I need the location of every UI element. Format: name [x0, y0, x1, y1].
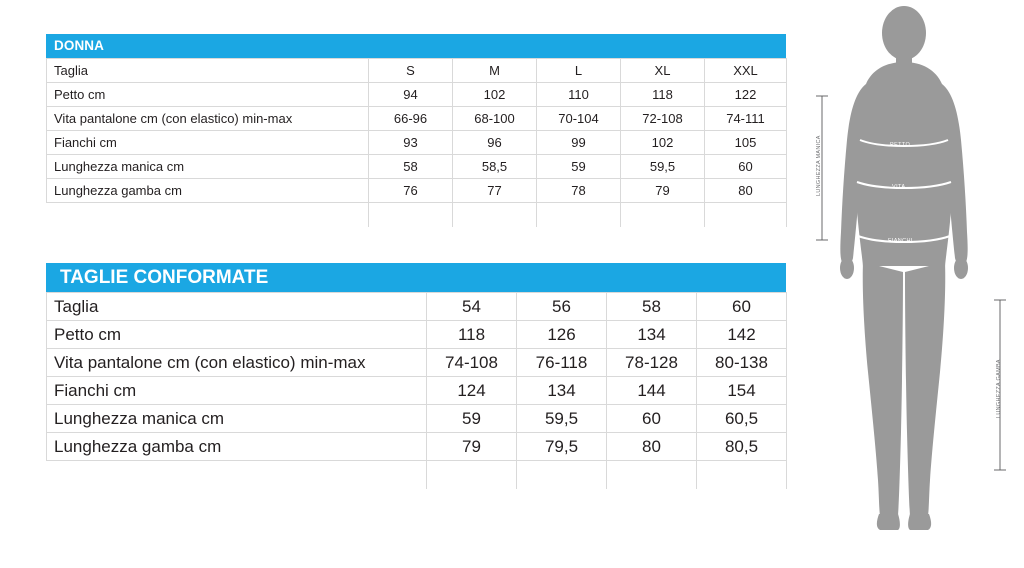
row-value: 94	[369, 83, 453, 107]
female-body-diagram	[800, 0, 1024, 568]
row-value: 134	[607, 321, 697, 349]
row-value: 110	[537, 83, 621, 107]
row-label: Petto cm	[47, 321, 427, 349]
row-value: 76	[369, 179, 453, 203]
row-value: 74-108	[427, 349, 517, 377]
body-label-vita: VITA	[892, 184, 906, 190]
table-row	[47, 321, 787, 349]
row-value: 93	[369, 131, 453, 155]
row-value: 58,5	[453, 155, 537, 179]
table-row	[47, 155, 787, 179]
body-label-petto: PETTO	[890, 142, 911, 148]
row-label: Fianchi cm	[47, 377, 427, 405]
row-value: 66-96	[369, 107, 453, 131]
table-title-conformate: TAGLIE CONFORMATE	[46, 263, 786, 292]
row-value: 80	[705, 179, 787, 203]
row-value: 56	[517, 293, 607, 321]
row-value: 124	[427, 377, 517, 405]
row-value: 134	[517, 377, 607, 405]
row-value: 54	[427, 293, 517, 321]
row-value: 122	[705, 83, 787, 107]
table-row	[47, 405, 787, 433]
row-value: 105	[705, 131, 787, 155]
row-value: 74-111	[705, 107, 787, 131]
row-value: 96	[453, 131, 537, 155]
size-table-donna	[46, 34, 786, 227]
row-value: 118	[427, 321, 517, 349]
row-value: 126	[517, 321, 607, 349]
row-value: 59,5	[621, 155, 705, 179]
row-value: L	[537, 59, 621, 83]
table-conformate-grid	[46, 292, 787, 489]
row-value: 59	[427, 405, 517, 433]
row-value: 79,5	[517, 433, 607, 461]
table-donna-grid	[46, 58, 787, 227]
row-value: 60	[705, 155, 787, 179]
row-value: 60	[697, 293, 787, 321]
row-value: 80-138	[697, 349, 787, 377]
dimension-label-lunghezza-manica: LUNGHEZZA MANICA	[816, 135, 822, 196]
row-label: Lunghezza manica cm	[47, 155, 369, 179]
size-table-conformate	[46, 263, 786, 489]
row-label: Vita pantalone cm (con elastico) min-max	[47, 107, 369, 131]
row-label: Taglia	[47, 293, 427, 321]
row-label: Vita pantalone cm (con elastico) min-max	[47, 349, 427, 377]
row-value: 60	[607, 405, 697, 433]
table-row	[47, 349, 787, 377]
row-value: 79	[427, 433, 517, 461]
row-value: XXL	[705, 59, 787, 83]
row-label: Taglia	[47, 59, 369, 83]
body-silhouette-svg	[800, 0, 1024, 568]
table-row	[47, 131, 787, 155]
row-value: 78-128	[607, 349, 697, 377]
row-label: Lunghezza gamba cm	[47, 433, 427, 461]
row-value: 59,5	[517, 405, 607, 433]
row-value: 59	[537, 155, 621, 179]
row-label: Lunghezza gamba cm	[47, 179, 369, 203]
row-value: 80,5	[697, 433, 787, 461]
row-value: 78	[537, 179, 621, 203]
table-row-spacer	[47, 203, 787, 227]
row-value: 58	[369, 155, 453, 179]
row-label: Fianchi cm	[47, 131, 369, 155]
row-value: 80	[607, 433, 697, 461]
row-value: 58	[607, 293, 697, 321]
row-value: 102	[453, 83, 537, 107]
row-value: 72-108	[621, 107, 705, 131]
row-value: 102	[621, 131, 705, 155]
row-value: 144	[607, 377, 697, 405]
row-label: Lunghezza manica cm	[47, 405, 427, 433]
row-value: 154	[697, 377, 787, 405]
row-value: M	[453, 59, 537, 83]
table-row	[47, 83, 787, 107]
table-title-donna: DONNA	[46, 34, 786, 58]
row-value: 76-118	[517, 349, 607, 377]
table-row-spacer	[47, 461, 787, 489]
row-value: 60,5	[697, 405, 787, 433]
table-row	[47, 433, 787, 461]
row-value: S	[369, 59, 453, 83]
table-row	[47, 293, 787, 321]
row-value: 68-100	[453, 107, 537, 131]
row-value: 77	[453, 179, 537, 203]
row-value: 118	[621, 83, 705, 107]
row-value: XL	[621, 59, 705, 83]
table-row	[47, 107, 787, 131]
row-value: 142	[697, 321, 787, 349]
row-label: Petto cm	[47, 83, 369, 107]
table-row	[47, 179, 787, 203]
row-value: 79	[621, 179, 705, 203]
body-silhouette-shape	[840, 6, 968, 530]
body-label-fianchi: FIANCHI	[888, 238, 913, 244]
dimension-label-lunghezza-gamba: LUNGHEZZA GAMBA	[996, 359, 1002, 418]
table-row	[47, 59, 787, 83]
row-value: 99	[537, 131, 621, 155]
row-value: 70-104	[537, 107, 621, 131]
table-row	[47, 377, 787, 405]
